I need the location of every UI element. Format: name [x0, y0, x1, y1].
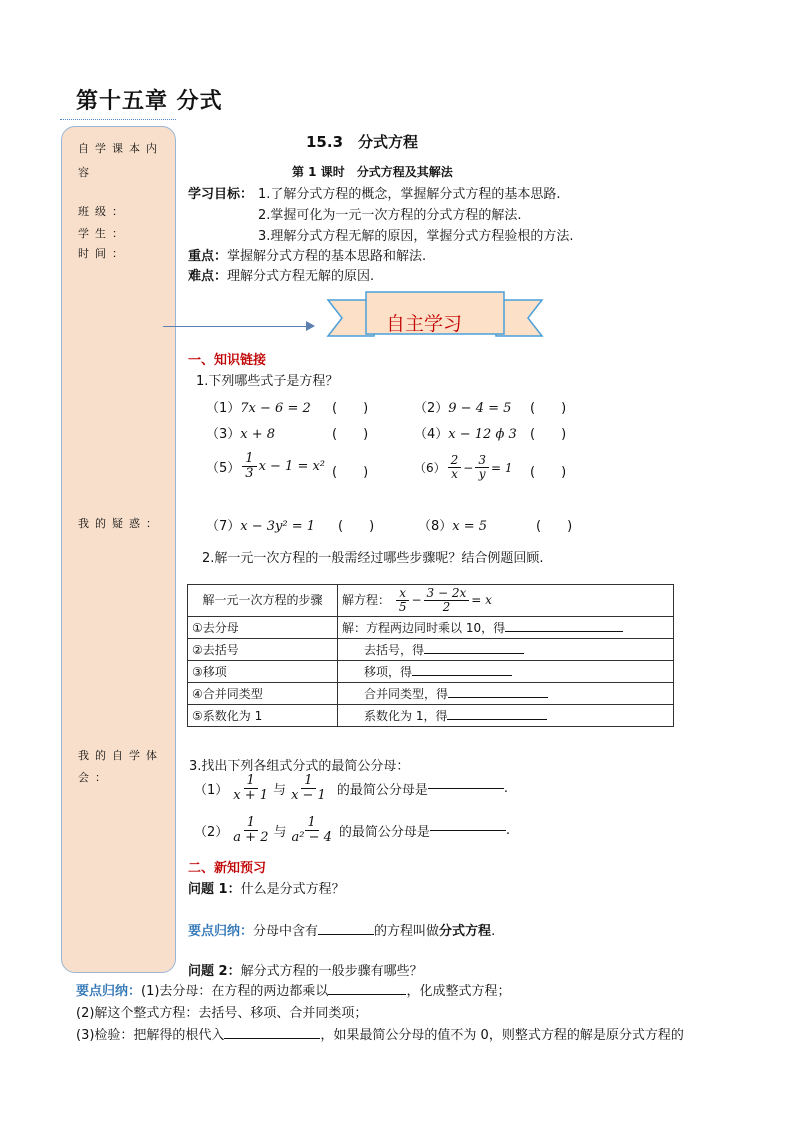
chapter-title: 第十五章 分式	[76, 89, 223, 114]
answer-paren[interactable]: ( )	[530, 401, 567, 416]
equation-item: （6） $\frac{2}{x}$ − $\frac{3}{y}$ = 1	[414, 453, 513, 482]
table-header-cell: 解一元一次方程的步骤	[188, 585, 338, 617]
answer-blank[interactable]	[428, 788, 504, 789]
sidebar-student-label: 学生：	[78, 227, 129, 240]
question-1: 1.下列哪些式子是方程？	[196, 374, 339, 389]
banner-text: 自主学习	[386, 313, 463, 335]
steps-table	[187, 584, 674, 727]
answer-blank[interactable]	[412, 675, 512, 676]
problem-1: 问题 1：什么是分式方程？	[188, 882, 345, 897]
table-cell: ②去括号	[188, 639, 338, 661]
equation-item: （1）7x − 6 = 2	[206, 401, 311, 416]
answer-paren[interactable]: ( )	[338, 519, 375, 534]
answer-blank[interactable]	[430, 830, 506, 831]
question-3: 3.找出下列各组式分式的最简公分母：	[189, 759, 410, 774]
section-title: 15.3 分式方程	[306, 133, 419, 151]
answer-blank[interactable]	[447, 719, 547, 720]
equation-item: （7）x − 3y² = 1	[206, 519, 316, 534]
table-row	[188, 639, 674, 661]
table-cell: 解：方程两边同时乘以 10，得	[338, 617, 674, 639]
answer-paren[interactable]: ( )	[332, 427, 369, 442]
sidebar-experience-label: 我的自学体会：	[78, 749, 163, 784]
table-cell: 去括号，得	[338, 639, 674, 661]
answer-paren[interactable]: ( )	[530, 427, 567, 442]
key-point: 重点：掌握解分式方程的基本思路和解法.	[188, 249, 427, 264]
connector-arrow-line	[163, 326, 311, 327]
table-row	[188, 683, 674, 705]
answer-paren[interactable]: ( )	[536, 519, 573, 534]
table-cell: 合并同类型，得	[338, 683, 674, 705]
answer-paren[interactable]: ( )	[530, 465, 567, 480]
summary-1: 要点归纳：分母中含有 的方程叫做分式方程.	[188, 924, 496, 939]
equation-item: （2）9 − 4 = 5	[414, 401, 512, 416]
answer-paren[interactable]: ( )	[332, 465, 369, 480]
goal-item: 2.掌握可化为一元一次方程的分式方程的解法.	[258, 208, 522, 223]
answer-blank[interactable]	[448, 697, 548, 698]
part1-heading: 一、知识链接	[188, 353, 267, 368]
goal-item: 3.理解分式方程无解的原因，掌握分式方程验根的方法.	[258, 229, 574, 244]
equation-item: （4）x − 12 ϕ 3	[414, 427, 517, 442]
problem-2: 问题 2：解分式方程的一般步骤有哪些？	[188, 964, 423, 979]
sidebar-doubts-label: 我的疑惑：	[78, 517, 163, 530]
table-header-cell: 解方程： $\frac{x}{5}$ − $\frac{3 - 2x}{2}$ = x	[338, 585, 674, 617]
answer-blank[interactable]	[328, 994, 406, 995]
summary-2-step-2: (2)解这个整式方程：去括号、移项、合并同类项；	[76, 1006, 368, 1021]
difficulty: 难点：理解分式方程无解的原因.	[188, 269, 375, 284]
goal-item: 1.了解分式方程的概念，掌握解分式方程的基本思路.	[258, 187, 561, 202]
table-header-row	[188, 585, 674, 617]
answer-blank[interactable]	[505, 631, 623, 632]
equation-item: （8）x = 5	[418, 519, 488, 534]
table-row	[188, 617, 674, 639]
table-row	[188, 705, 674, 727]
sidebar-panel	[61, 126, 176, 973]
table-cell: 系数化为 1，得	[338, 705, 674, 727]
summary-2-step-3: (3)检验：把解得的根代入 ，如果最简公分母的值不为 0，则整式方程的解是原分式方程的	[76, 1028, 684, 1043]
arrow-icon	[306, 321, 315, 331]
sidebar-time-label: 时间：	[78, 247, 129, 260]
table-cell: ③移项	[188, 661, 338, 683]
lesson-title: 第 1 课时 分式方程及其解法	[292, 165, 453, 179]
answer-paren[interactable]: ( )	[332, 401, 369, 416]
lcd-item: （2） $\frac{1}{a + 2}$ 与 $\frac{1}{\text{a² − 4}}$ 的最简公分母是 .	[194, 815, 511, 846]
equation-item: （3）x + 8	[206, 427, 276, 442]
table-cell: ④合并同类型	[188, 683, 338, 705]
question-2: 2.解一元一次方程的一般需经过哪些步骤呢？结合例题回顾.	[202, 551, 544, 566]
answer-blank[interactable]	[318, 934, 374, 935]
answer-blank[interactable]	[424, 653, 524, 654]
table-cell: ⑤系数化为 1	[188, 705, 338, 727]
table-cell: 移项，得	[338, 661, 674, 683]
sidebar-class-label: 班级：	[78, 205, 129, 218]
sidebar-content-label: 自学课本内容	[78, 142, 163, 179]
chapter-divider	[60, 119, 176, 120]
table-row	[188, 661, 674, 683]
part2-heading: 二、新知预习	[188, 861, 267, 876]
lcd-item: （1） $\frac{1}{x + 1}$ 与 $\frac{1}{x - 1}$ 的最简公分母是 .	[194, 773, 508, 804]
equation-item: （5） $\frac{1}{3}$ x − 1 = x²	[206, 451, 326, 482]
table-cell: ①去分母	[188, 617, 338, 639]
answer-blank[interactable]	[224, 1038, 320, 1039]
summary-2-step-1: 要点归纳：(1)去分母：在方程的两边都乘以 ，化成整式方程；	[76, 984, 511, 999]
goals-label: 学习目标：	[188, 187, 254, 202]
